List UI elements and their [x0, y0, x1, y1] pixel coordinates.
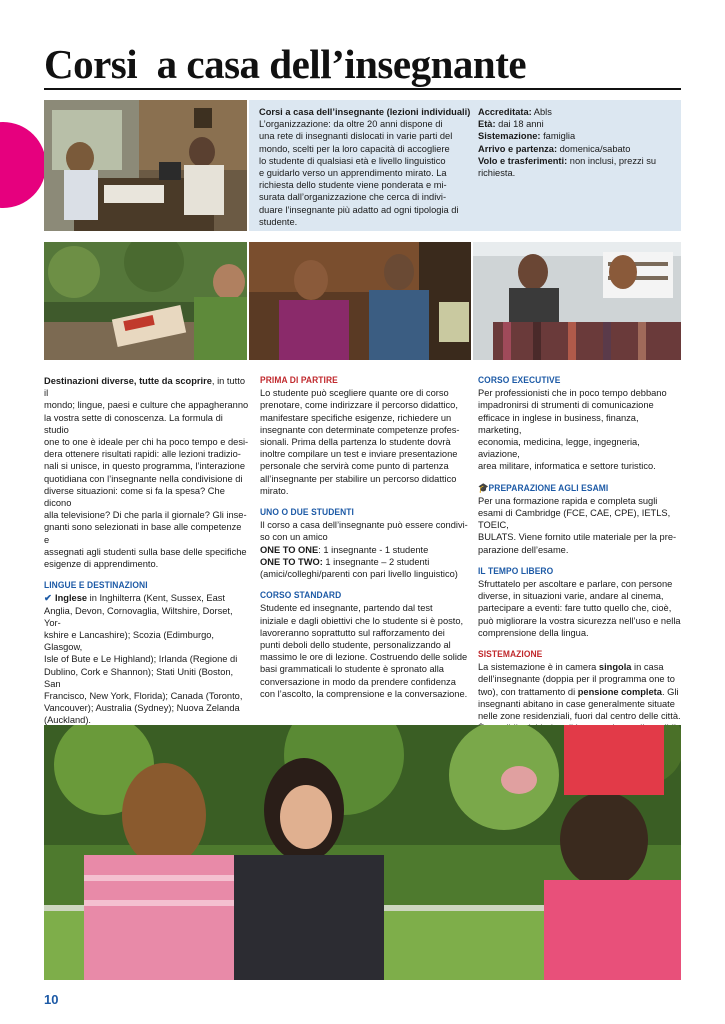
prima-line: insegnante con determinate competenze profes- [260, 424, 460, 435]
standard-line: iniziale e dagli obiettivi che lo studente si è posto, [260, 615, 464, 626]
intro-line: one to one è ideale per chi ha poco tempo e desi- [44, 437, 249, 448]
standard-line: basi grammaticali lo studente è spronato alla [260, 664, 444, 675]
column-options [478, 375, 683, 747]
language-detail: Francisco, New York, Florida); Canada (Toronto, [44, 691, 243, 702]
graduation-cap-icon: 🎓 [478, 482, 489, 494]
intro-line: esigenze di apprendimento. [44, 559, 159, 570]
lingue-heading: LINGUE E DESTINAZIONI [44, 580, 148, 592]
fact-value: dai 18 anni [495, 119, 544, 130]
info-description [259, 106, 474, 228]
one-to-one-row [260, 544, 470, 556]
info-line: studente. [259, 216, 298, 227]
standard-line: massimo le ore di lezione. Costruendo delle solide [260, 652, 468, 663]
info-line: surata dall’organizzazione che cerca di indivi- [259, 192, 447, 203]
language-detail: kshire e Lancashire); Scozia (Edimburgo, Glasgow, [44, 630, 215, 653]
fact-value: domenica/sabato [557, 143, 631, 154]
prima-line: inoltre compilare un test e inviare presentazione [260, 449, 458, 460]
intro-line: diverse situazioni: come si fa la spesa? Che dicono [44, 485, 225, 509]
standard-line: punti deboli dello studente, personalizzando al [260, 640, 451, 651]
standard-line: Studente ed insegnante, partendo dal test [260, 603, 433, 614]
fact-label: Accreditata: [478, 107, 532, 117]
fact-row [478, 106, 678, 118]
executive-heading: CORSO EXECUTIVE [478, 375, 561, 386]
esami-line: parazione dell’esame. [478, 544, 569, 555]
language-detail: Dublino, Cork e Shannon); Stati Uniti (Boston, San [44, 666, 234, 689]
intro-line: mondo; lingue, paesi e culture che appagheranno [44, 400, 249, 411]
fact-row [478, 130, 678, 142]
one-to-two-label: ONE TO TWO: [260, 556, 323, 567]
text-run: in casa [631, 662, 664, 673]
executive-line: area militare, informatica e settore turistico. [478, 461, 656, 472]
esami-line: Per una formazione rapida e completa sugli [478, 495, 658, 506]
intro-lead: Destinazioni diverse, tutte da scoprire [44, 376, 212, 386]
info-line: una rete di insegnanti dislocati in varie parti del [259, 131, 453, 142]
prima-line: manifestare specifiche esigenze, richiedere un [260, 412, 452, 423]
fact-row [478, 118, 678, 130]
esami-heading: PREPARAZIONE AGLI ESAMI [488, 482, 609, 494]
fact-label: Arrivo e partenza: [478, 143, 558, 154]
photo-reading-in-garden [44, 242, 247, 360]
one-to-one-value: : 1 insegnante - 1 studente [318, 544, 429, 555]
intro-line: assegnati agli studenti sulla base delle specifiche [44, 546, 247, 557]
uno-heading: UNO O DUE STUDENTI [260, 507, 354, 519]
info-line: duare l’insegnante più adatto ad ogni tipologia di [259, 204, 459, 215]
standard-line: con l’ascolto, la comprensione e la conversazione. [260, 688, 468, 699]
standard-line: lavoreranno soprattutto sul rafforzamento dei [260, 627, 445, 638]
esami-line: BULATS. Viene fornito utile materiale per la pre- [478, 532, 677, 543]
fact-value: non inclusi, prezzi su [567, 155, 657, 166]
sistemazione-line: dell’insegnante (doppia per il programma one to [478, 674, 675, 685]
prima-heading: PRIMA DI PARTIRE [260, 375, 338, 386]
prima-line: prenotare, come indirizzare il percorso didattico, [260, 400, 458, 411]
one-to-two-value: 1 insegnante – 2 studenti [322, 556, 430, 567]
executive-line: economia, medicina, legge, ingegneria, aviazione, [478, 437, 640, 460]
uno-line: so con un amico [260, 532, 328, 543]
info-line: richiesta dello studente viene ponderata e mi- [259, 180, 447, 191]
text-run: singola [598, 662, 632, 673]
language-detail: Vancouver); Australia (Sydney); Nuova Zelanda [44, 703, 240, 714]
one-to-two-tail: (amici/colleghi/parenti con pari livello linguistico) [260, 569, 458, 580]
language-detail: Isle of Bute e Le Highland); Irlanda (Regione di [44, 654, 238, 665]
tempo-line: può migliorare la vostra sicurezza nell’uso e nella [478, 615, 681, 626]
fact-label: Sistemazione: [478, 131, 541, 142]
prima-line: Lo studente può scegliere quante ore di corso [260, 388, 449, 399]
sistemazione-heading: SISTEMAZIONE [478, 649, 543, 661]
one-to-two-row [260, 556, 470, 568]
prima-line: personale che servirà come punto di partenza [260, 461, 449, 472]
intro-line: quotidiana con l’insegnante nella condivisione di [44, 473, 243, 484]
executive-line: impadronirsi di strumenti di comunicazione [478, 400, 654, 411]
intro-line: nali si unisce, in questo programma, l’interazione [44, 461, 246, 472]
intro-line: , in tutto il [44, 376, 245, 399]
photo-students-outdoors [44, 725, 681, 980]
text-run: La sistemazione è in camera [478, 662, 599, 673]
photo-tutoring-at-desk [44, 100, 247, 231]
esami-line: esami di Cambridge (FCE, CAE, CPE), IETLS, TOEIC, [478, 508, 671, 531]
text-run: pensione completa [577, 686, 662, 697]
language-name: Inglese [55, 593, 88, 604]
one-to-one-label: ONE TO ONE [260, 544, 319, 555]
sistemazione-line [478, 686, 683, 698]
tempo-line: comprensione della lingua. [478, 627, 589, 638]
text-run: . Gli [661, 686, 679, 697]
sistemazione-line [478, 661, 683, 673]
esami-heading-row [478, 483, 658, 495]
page-number: 10 [44, 992, 59, 1007]
language-detail: in Inghilterra (Kent, Sussex, East [87, 593, 226, 604]
info-line: e guidarlo verso un apprendimento mirato. La [259, 168, 447, 179]
info-line: lo studente di qualsiasi età e livello linguistico [259, 155, 446, 166]
column-courses [260, 375, 470, 700]
uno-line: Il corso a casa dell’insegnante può essere condivi- [260, 520, 468, 531]
page-title: Corsi a casa dell’insegnante [44, 41, 527, 87]
prima-line: all’insegnante per stabilire un percorso didattico [260, 473, 457, 484]
photo-shopping [473, 242, 681, 360]
standard-heading: CORSO STANDARD [260, 590, 342, 602]
info-line: L’organizzazione: da oltre 20 anni dispone di [259, 119, 443, 130]
fact-value: famiglia [540, 131, 576, 142]
fact-row [478, 143, 678, 155]
language-detail: (Auckland). [44, 715, 92, 726]
tempo-line: diverse, in situazioni varie, andare al cinema, [478, 591, 664, 602]
sistemazione-line: insegnanti abitano in case generalmente situate [478, 698, 675, 709]
magenta-tab-decoration [0, 122, 46, 208]
language-detail: Anglia, Devon, Cornovaglia, Wiltshire, Dorset, Yor- [44, 605, 233, 628]
prima-line: sionali. Prima della partenza lo studente dovrà [260, 437, 451, 448]
intro-line: alla televisione? Di che parla il giornale? Gli inse- [44, 510, 247, 521]
fact-value: Abls [531, 107, 552, 117]
standard-line: conversazione in modo da prendere confidenza [260, 676, 456, 687]
course-info-box [249, 100, 681, 231]
tempo-heading: IL TEMPO LIBERO [478, 565, 554, 577]
fact-row [478, 155, 678, 167]
intro-line: la vostra sette di conoscenza. La formula di studio [44, 412, 223, 435]
intro-line: gnanti sono selezionati in base alle competenze e [44, 522, 242, 545]
tempo-line: Sfruttatelo per ascoltare e parlare, con persone [478, 579, 673, 590]
photo-lesson-at-home [249, 242, 471, 360]
title-rule [44, 88, 681, 90]
executive-line: Per professionisti che in poco tempo debbano [478, 388, 667, 399]
info-heading: Corsi a casa dell’insegnante (lezioni individuali) [259, 107, 471, 117]
fact-label: Volo e trasferimenti: [478, 155, 568, 166]
info-facts [478, 106, 678, 179]
fact-tail: richiesta. [478, 168, 516, 179]
prima-line: mirato. [260, 485, 289, 496]
fact-label: Età: [478, 119, 496, 130]
sistemazione-line: nelle zone residenziali, fuori dal centro delle città. [478, 711, 681, 722]
check-icon: ✔ [44, 593, 52, 604]
executive-line: efficace in inglese in business, finanza, marketing, [478, 412, 639, 435]
language-item [44, 592, 249, 604]
tempo-line: partecipare a eventi: fare tutto quello che, cioè, [478, 603, 672, 614]
info-line: mondo, scelti per la loro capacità di accogliere [259, 143, 450, 154]
text-run: two), con trattamento di [478, 686, 578, 697]
intro-line: dera ottenere risultati rapidi: alle lezioni tradizio- [44, 449, 241, 460]
intro-paragraph [44, 375, 249, 399]
